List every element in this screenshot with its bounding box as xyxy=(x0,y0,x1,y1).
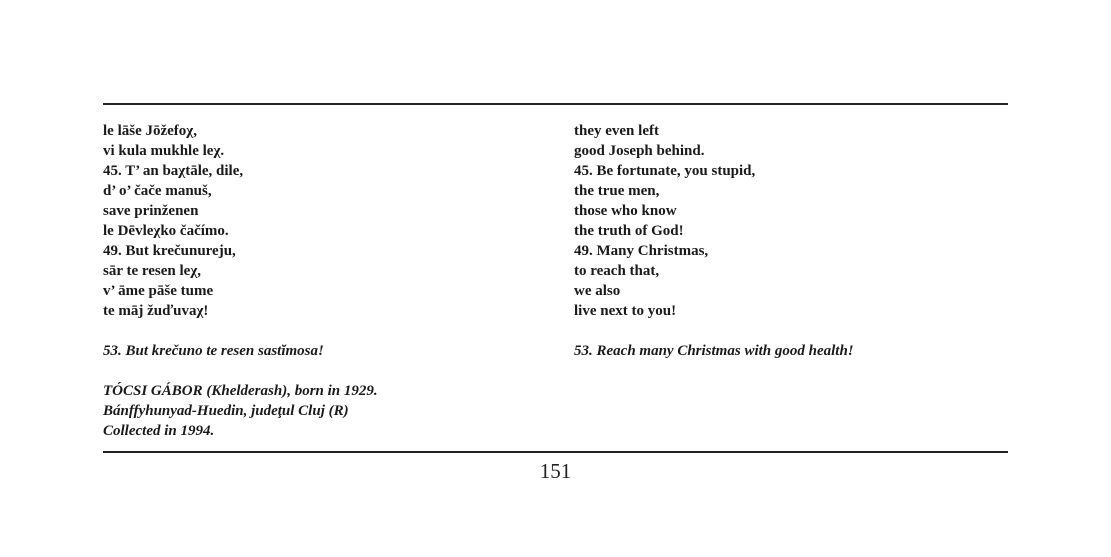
verse-line: le lāše Jōžefoχ, xyxy=(103,123,197,139)
source-line-collected: Collected in 1994. xyxy=(103,423,215,439)
verse-line: save prinženen xyxy=(103,203,199,219)
translation-line: 49. Many Christmas, xyxy=(574,243,709,259)
translation-line: the true men, xyxy=(574,183,660,199)
source-line-singer: TÓCSI GÁBOR (Khelderash), born in 1929. xyxy=(103,383,378,399)
source-line-place: Bánffyhunyad-Huedin, judeţul Cluj (R) xyxy=(103,403,349,419)
closing-translation-line: 53. Reach many Christmas with good health! xyxy=(574,343,854,359)
closing-verse-line: 53. But krečuno te resen sastĭmosa! xyxy=(103,343,324,359)
translation-line: 45. Be fortunate, you stupid, xyxy=(574,163,756,179)
verse-line: le Dēvleχko čačímo. xyxy=(103,223,229,239)
verse-line: 45. T’ an baχtāle, dile, xyxy=(103,163,244,179)
translation-line: live next to you! xyxy=(574,303,677,319)
verse-line: vi kula mukhle leχ. xyxy=(103,143,225,159)
verse-line: sār te resen leχ, xyxy=(103,263,202,279)
top-rule xyxy=(103,103,1008,105)
translation-line: they even left xyxy=(574,123,659,139)
translation-line: the truth of God! xyxy=(574,223,684,239)
translation-line: good Joseph behind. xyxy=(574,143,705,159)
bottom-rule xyxy=(103,451,1008,453)
original-text-column xyxy=(103,121,543,441)
verse-line: 49. But krečunureju, xyxy=(103,243,236,259)
verse-line: te māj žuďuvaχ! xyxy=(103,303,209,319)
translation-line: we also xyxy=(574,283,621,299)
translation-column xyxy=(574,121,1004,361)
translation-line: to reach that, xyxy=(574,263,660,279)
verse-line: v’ āme pāše tume xyxy=(103,283,214,299)
page-number: 151 xyxy=(539,459,572,483)
translation-line: those who know xyxy=(574,203,677,219)
verse-line: d’ o’ čače manuš, xyxy=(103,183,212,199)
